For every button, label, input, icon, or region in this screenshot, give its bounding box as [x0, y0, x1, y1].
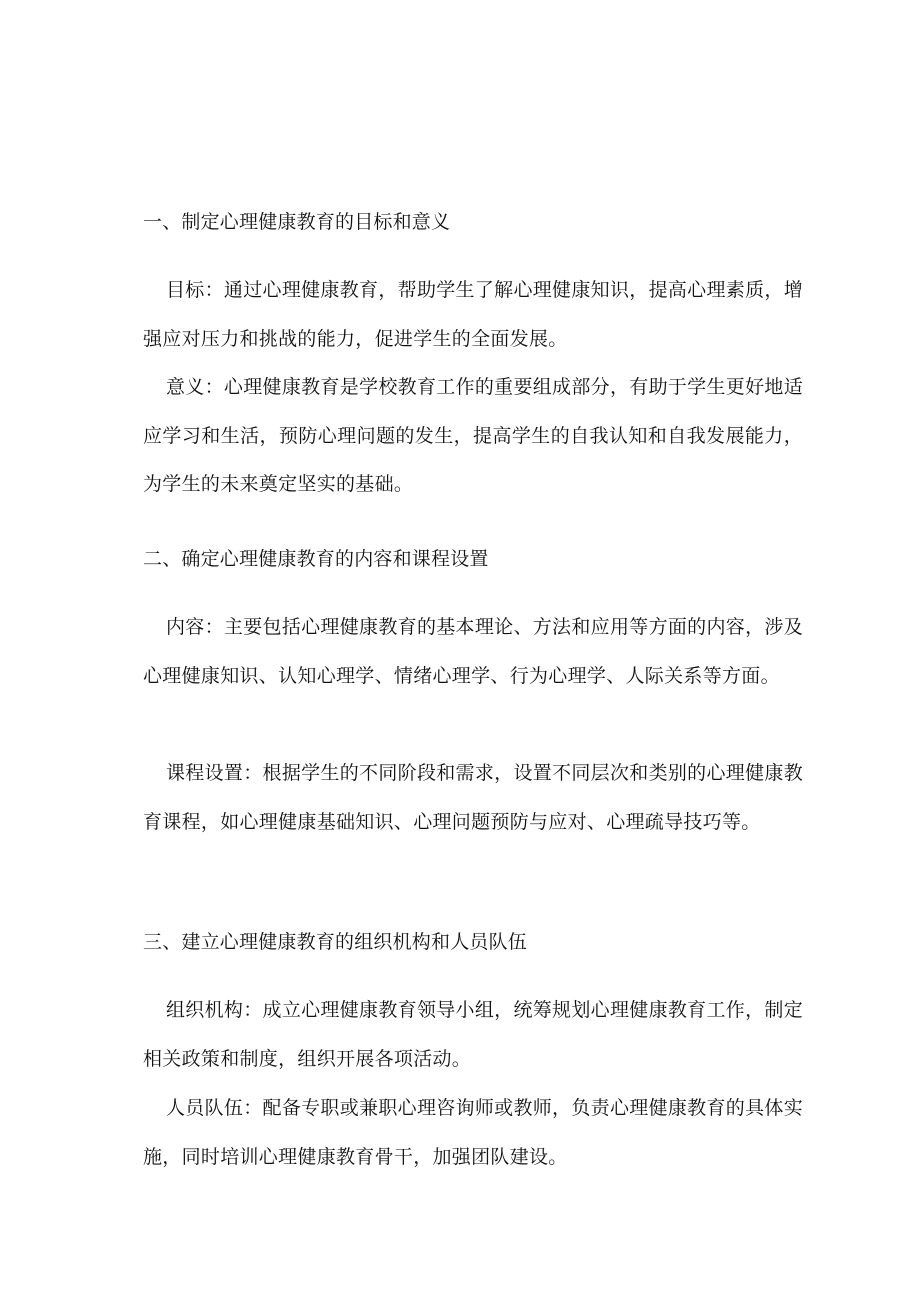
section-2-content-paragraph: 内容：主要包括心理健康教育的基本理论、方法和应用等方面的内容，涉及心理健康知识、认知心理学、情绪心理学、行为心理学、人际关系等方面。 [143, 616, 803, 687]
section-2-curriculum-paragraph: 课程设置：根据学生的不同阶段和需求，设置不同层次和类别的心理健康教育课程，如心理健康基础知识、心理问题预防与应对、心理疏导技巧等。 [143, 762, 803, 833]
section-1-meaning-paragraph: 意义：心理健康教育是学校教育工作的重要组成部分，有助于学生更好地适应学习和生活，预防心理问题的发生，提高学生的自我认知和自我发展能力，为学生的未来奠定坚实的基础。 [143, 376, 803, 495]
section-3-staff-paragraph: 人员队伍：配备专职或兼职心理咨询师或教师，负责心理健康教育的具体实施，同时培训心理健康教育骨干，加强团队建设。 [143, 1097, 803, 1168]
section-2-heading: 二、确定心理健康教育的内容和课程设置 [143, 548, 489, 570]
section-1-heading: 一、制定心理健康教育的目标和意义 [143, 211, 451, 233]
section-1-goal-paragraph: 目标：通过心理健康教育，帮助学生了解心理健康知识，提高心理素质，增强应对压力和挑战的能力，促进学生的全面发展。 [143, 279, 803, 350]
section-3-heading: 三、建立心理健康教育的组织机构和人员队伍 [143, 931, 528, 953]
section-3-organization-paragraph: 组织机构：成立心理健康教育领导小组，统筹规划心理健康教育工作，制定相关政策和制度，组织开展各项活动。 [143, 999, 803, 1070]
